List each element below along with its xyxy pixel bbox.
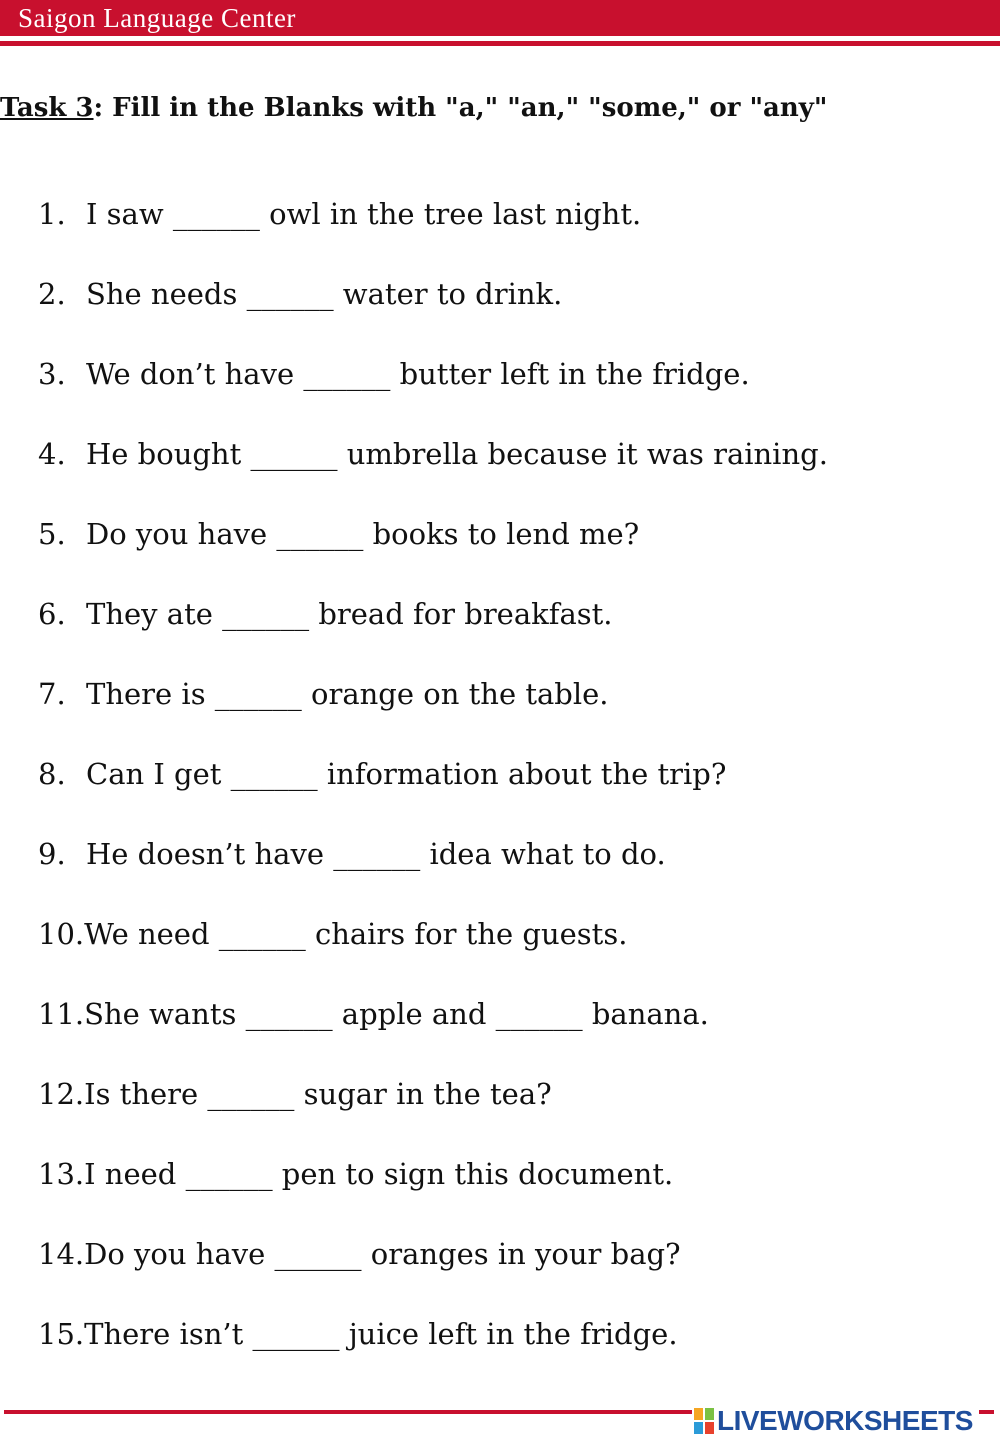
- task-instruction: : Fill in the Blanks with "a," "an," "some," or "any": [93, 93, 828, 123]
- question-item: [38, 274, 562, 314]
- question-number: 5.: [38, 517, 66, 551]
- question-text: I saw ______ owl in the tree last night.: [86, 197, 642, 231]
- question-item: [38, 354, 750, 394]
- question-number: 8.: [38, 757, 66, 791]
- question-item: [38, 434, 828, 474]
- question-text: Do you have ______ books to lend me?: [86, 517, 640, 551]
- question-item: [38, 1234, 681, 1274]
- question-text: She wants ______ apple and ______ banana.: [84, 997, 709, 1031]
- liveworksheets-brand-text: LIVEWORKSHEETS: [717, 1405, 973, 1436]
- question-text: She needs ______ water to drink.: [86, 277, 563, 311]
- question-item: [38, 1314, 678, 1354]
- question-item: [38, 994, 709, 1034]
- task-title: [0, 90, 1000, 126]
- question-number: 10.: [38, 917, 85, 951]
- question-item: [38, 834, 666, 874]
- liveworksheets-logo-icon: [694, 1408, 714, 1434]
- question-number: 14.: [38, 1237, 85, 1271]
- question-number: 1.: [38, 197, 66, 231]
- question-text: He doesn’t have ______ idea what to do.: [86, 837, 666, 871]
- question-number: 7.: [38, 677, 66, 711]
- question-item: [38, 914, 627, 954]
- question-text: I need ______ pen to sign this document.: [84, 1157, 674, 1191]
- question-item: [38, 1154, 673, 1194]
- question-item: [38, 674, 608, 714]
- question-number: 6.: [38, 597, 66, 631]
- header-title: Saigon Language Center: [18, 3, 296, 33]
- question-number: 3.: [38, 357, 66, 391]
- question-text: There isn’t ______ juice left in the fridge.: [84, 1317, 678, 1351]
- question-number: 12.: [38, 1077, 85, 1111]
- question-item: [38, 754, 726, 794]
- question-text: We need ______ chairs for the guests.: [84, 917, 628, 951]
- question-number: 13.: [38, 1157, 85, 1191]
- question-text: Do you have ______ oranges in your bag?: [84, 1237, 681, 1271]
- question-item: [38, 1074, 552, 1114]
- question-number: 9.: [38, 837, 66, 871]
- header-bar: [0, 0, 1000, 36]
- header-divider: [0, 41, 1000, 46]
- question-item: [38, 194, 641, 234]
- question-text: We don’t have ______ butter left in the fridge.: [86, 357, 750, 391]
- question-number: 11.: [38, 997, 85, 1031]
- question-text: Can I get ______ information about the trip?: [86, 757, 727, 791]
- liveworksheets-logo[interactable]: [692, 1404, 979, 1438]
- question-item: [38, 594, 613, 634]
- question-text: He bought ______ umbrella because it was raining.: [86, 437, 828, 471]
- question-text: They ate ______ bread for breakfast.: [86, 597, 613, 631]
- question-number: 2.: [38, 277, 66, 311]
- question-number: 15.: [38, 1317, 85, 1351]
- question-text: There is ______ orange on the table.: [86, 677, 609, 711]
- question-item: [38, 514, 639, 554]
- question-number: 4.: [38, 437, 66, 471]
- question-text: Is there ______ sugar in the tea?: [84, 1077, 552, 1111]
- task-label: Task 3: [0, 93, 94, 123]
